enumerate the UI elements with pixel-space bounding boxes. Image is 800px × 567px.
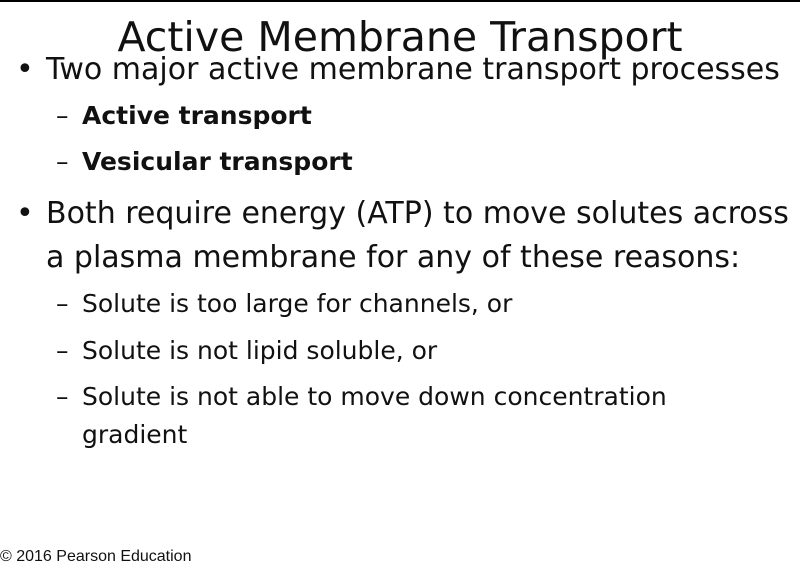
bullet-text: Both require energy (ATP) to move solutes across <box>46 196 789 231</box>
slide-title: Active Membrane Transport <box>117 13 683 61</box>
sub-bullet-text: Active transport <box>82 101 312 130</box>
sub-bullet-text: Solute is not able to move down concentration <box>82 382 667 411</box>
dash-marker: – <box>56 147 69 176</box>
sub-bullet <box>56 144 353 180</box>
sub-bullet <box>56 98 312 134</box>
dash-marker: – <box>56 382 69 411</box>
bullet-text-continued: a plasma membrane for any of these reasons: <box>46 240 741 275</box>
sub-bullet <box>56 379 667 415</box>
sub-bullet-text: Vesicular transport <box>82 147 353 176</box>
bullet-text: Two major active membrane transport processes <box>46 52 780 87</box>
dash-marker: – <box>56 289 69 318</box>
bullet-marker: • <box>16 52 34 87</box>
bullet-marker: • <box>16 196 34 231</box>
dash-marker: – <box>56 336 69 365</box>
sub-bullet-text: Solute is too large for channels, or <box>82 289 513 318</box>
dash-marker: – <box>56 101 69 130</box>
sub-bullet-text: Solute is not lipid soluble, or <box>82 336 438 365</box>
copyright-footer: © 2016 Pearson Education <box>0 548 192 565</box>
sub-bullet <box>56 333 437 369</box>
sub-bullet-text-continued: gradient <box>82 420 188 449</box>
sub-bullet <box>56 286 512 322</box>
top-border <box>0 0 800 2</box>
